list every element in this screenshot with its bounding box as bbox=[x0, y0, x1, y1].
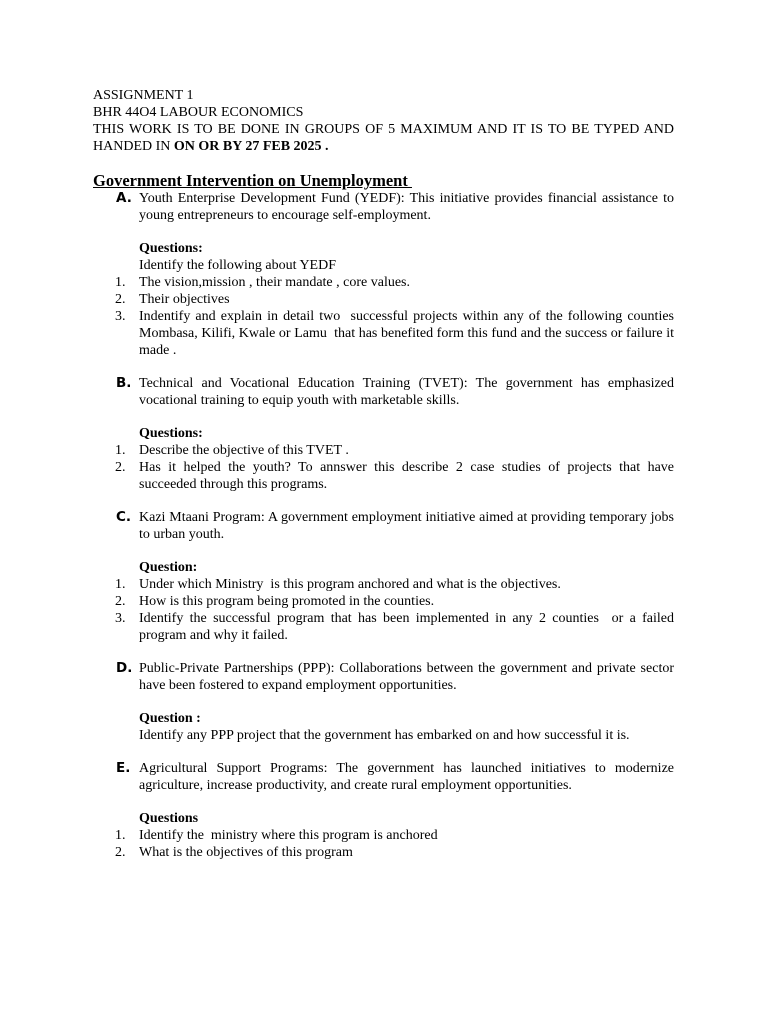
list-number: 2. bbox=[115, 845, 126, 860]
list-item bbox=[115, 308, 681, 359]
section-d-text: Public-Private Partnerships (PPP): Collaborations between the government and private sector have been fostered to expand employment opportunities. bbox=[139, 661, 674, 693]
list-number: 2. bbox=[115, 292, 126, 307]
list-text: Describe the objective of this TVET . bbox=[139, 443, 349, 458]
list-item bbox=[115, 274, 674, 291]
list-item bbox=[115, 610, 678, 644]
section-e-list bbox=[115, 827, 674, 861]
document-page bbox=[93, 87, 681, 861]
section-a-text: Youth Enterprise Development Fund (YEDF): This initiative provides financial assistance to young entrepreneurs to encourage self-employment. bbox=[139, 191, 674, 223]
section-d-letter: D. bbox=[116, 660, 133, 676]
instructions-text: THIS WORK IS TO BE DONE IN GROUPS OF 5 MAXIMUM AND IT IS TO BE TYPED AND HANDED IN bbox=[93, 122, 678, 154]
list-text: Indentify and explain in detail two successful projects within any of the following counties Mombasa, Kilifi, Kwale or Lamu that has benefited form this fund and the success or failure it made . bbox=[139, 309, 681, 358]
list-item bbox=[115, 459, 678, 493]
section-c bbox=[93, 509, 678, 644]
list-number: 1. bbox=[115, 577, 126, 592]
section-b-text: Technical and Vocational Education Training (TVET): The government has emphasized vocational training to equip youth with marketable skills. bbox=[139, 376, 674, 408]
list-item bbox=[115, 827, 674, 844]
list-number: 2. bbox=[115, 460, 126, 475]
section-a-questions-heading: Questions: bbox=[139, 241, 203, 256]
section-a-list bbox=[115, 274, 681, 359]
section-c-letter: C. bbox=[116, 509, 132, 525]
list-text: Has it helped the youth? To annswer this describe 2 case studies of projects that have succeeded through this programs. bbox=[139, 460, 678, 492]
assignment-label: ASSIGNMENT 1 bbox=[93, 88, 194, 103]
list-number: 1. bbox=[115, 443, 126, 458]
section-b-letter: B. bbox=[116, 375, 132, 391]
section-e bbox=[93, 760, 674, 861]
list-number: 3. bbox=[115, 611, 126, 626]
section-c-text: Kazi Mtaani Program: A government employment initiative aimed at providing temporary jobs to urban youth. bbox=[139, 510, 674, 542]
section-e-letter: E. bbox=[116, 760, 131, 776]
section-d-questions-heading: Question : bbox=[139, 711, 201, 726]
list-item bbox=[115, 593, 674, 610]
section-title: Government Intervention on Unemployment bbox=[93, 171, 412, 190]
section-b-list bbox=[115, 442, 678, 493]
section-e-questions-heading: Questions bbox=[139, 811, 199, 826]
section-c-list bbox=[115, 576, 678, 644]
list-text: Their objectives bbox=[139, 292, 230, 307]
section-e-text: Agricultural Support Programs: The government has launched initiatives to modernize agriculture, increase productivity, and create rural employment opportunities. bbox=[139, 761, 674, 793]
instructions bbox=[93, 121, 678, 155]
section-a-intro: Identify the following about YEDF bbox=[139, 258, 337, 273]
list-number: 2. bbox=[115, 594, 126, 609]
list-number: 1. bbox=[115, 828, 126, 843]
list-item bbox=[115, 576, 674, 593]
list-text: How is this program being promoted in the counties. bbox=[139, 594, 435, 609]
deadline: ON OR BY 27 FEB 2025 . bbox=[173, 139, 329, 154]
section-a-letter: A. bbox=[116, 190, 132, 206]
section-b-questions-heading: Questions: bbox=[139, 426, 203, 441]
list-text: The vision,mission , their mandate , core values. bbox=[139, 275, 410, 290]
section-a bbox=[93, 190, 681, 359]
list-item bbox=[115, 844, 674, 861]
section-c-questions-heading: Question: bbox=[139, 560, 198, 575]
course-code: BHR 44O4 LABOUR ECONOMICS bbox=[93, 105, 304, 120]
list-text: Identify the ministry where this program is anchored bbox=[139, 828, 438, 843]
list-item bbox=[115, 291, 674, 308]
list-item bbox=[115, 442, 674, 459]
section-d-body: Identify any PPP project that the government has embarked on and how successful it is. bbox=[139, 728, 630, 743]
list-text: What is the objectives of this program bbox=[139, 845, 353, 860]
section-d bbox=[93, 660, 674, 744]
section-b bbox=[93, 375, 678, 493]
list-number: 1. bbox=[115, 275, 126, 290]
list-text: Identify the successful program that has been implemented in any 2 counties or a failed program and why it failed. bbox=[139, 611, 678, 643]
list-text: Under which Ministry is this program anchored and what is the objectives. bbox=[139, 577, 561, 592]
list-number: 3. bbox=[115, 309, 126, 324]
